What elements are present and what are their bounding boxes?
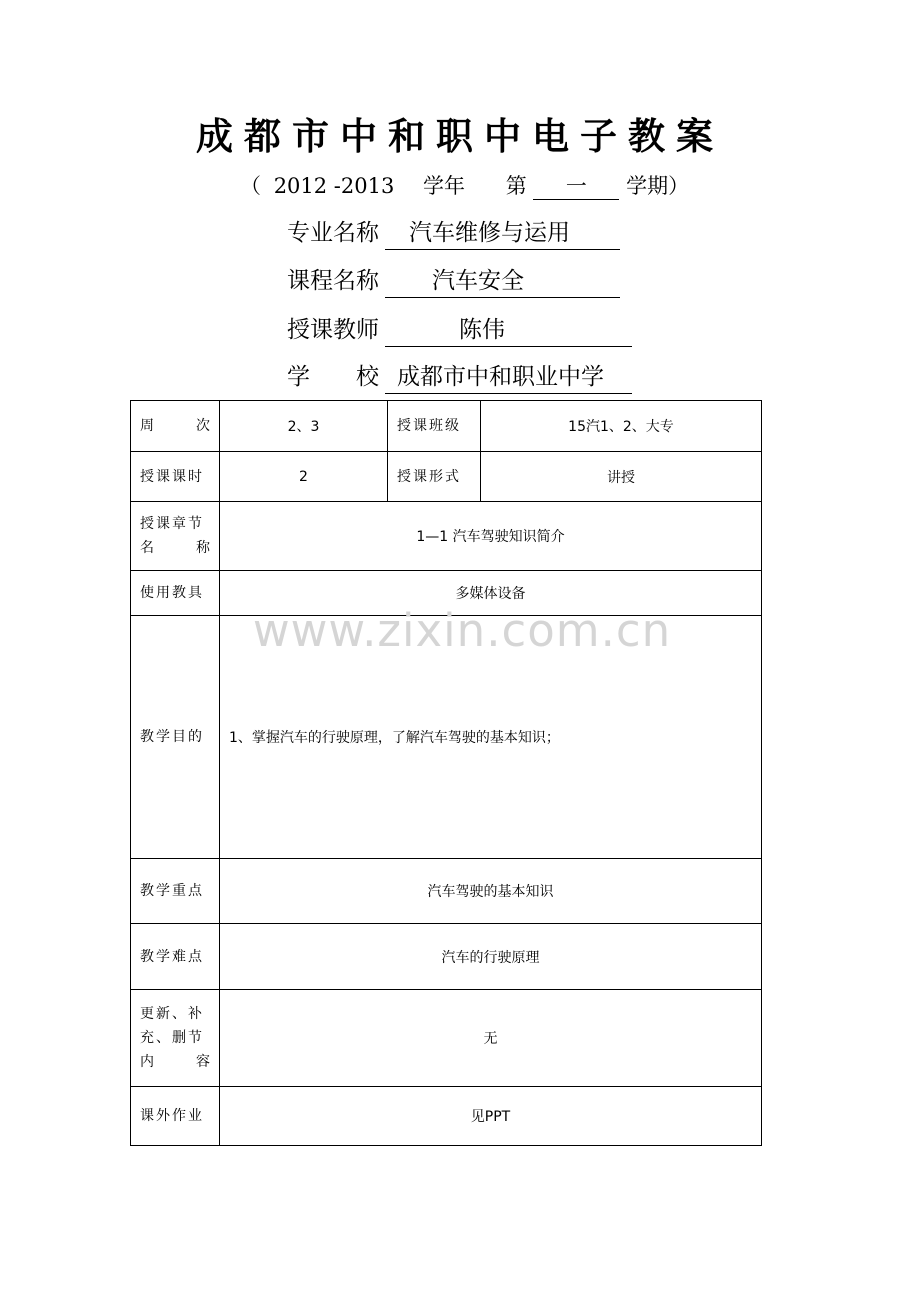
chapter-label-2b: 称	[196, 540, 212, 556]
week-label: 周	[140, 418, 156, 434]
key-value: 汽车驾驶的基本知识	[220, 859, 762, 924]
document-title: 成都市中和职中电子教案	[196, 115, 724, 158]
info-school-label: 学 校	[287, 364, 379, 390]
info-teacher	[287, 312, 632, 352]
term-years: 2012 -2013	[273, 174, 395, 198]
info-course	[287, 263, 620, 303]
info-course-label: 课程名称	[287, 268, 379, 294]
update-label-3b: 容	[196, 1054, 212, 1070]
week-label-2: 次	[196, 418, 212, 434]
term-semester-word: 学期）	[626, 174, 690, 198]
goal-label: 教学目的	[131, 616, 220, 859]
chapter-label-cell	[131, 502, 220, 571]
info-teacher-label: 授课教师	[287, 317, 379, 343]
update-label-2: 充、删节	[140, 1030, 204, 1046]
table-row	[131, 990, 762, 1087]
chapter-value: 1—1 汽车驾驶知识简介	[220, 502, 762, 571]
info-major	[287, 215, 620, 255]
week-value: 2、3	[220, 401, 388, 452]
update-label-3a: 内	[140, 1054, 156, 1070]
class-label: 授课班级	[388, 401, 481, 452]
homework-label: 课外作业	[131, 1087, 220, 1146]
term-year-word: 学年	[423, 174, 466, 198]
info-school-value: 成都市中和职业中学	[385, 361, 632, 394]
info-major-value: 汽车维修与运用	[385, 217, 620, 250]
chapter-label-2a: 名	[140, 540, 156, 556]
form-value: 讲授	[481, 452, 762, 502]
term-open-paren: （	[240, 174, 261, 198]
table-row	[131, 571, 762, 616]
term-ordinal-prefix: 第	[505, 174, 527, 198]
term-semester: 一	[533, 173, 619, 200]
info-teacher-value: 陈伟	[385, 314, 632, 347]
watermark: www.zixin.com.cn	[252, 604, 672, 657]
tools-value: 多媒体设备	[220, 571, 762, 616]
form-label: 授课形式	[388, 452, 481, 502]
homework-value: 见PPT	[220, 1087, 762, 1146]
table-row	[131, 401, 762, 452]
table-row	[131, 502, 762, 571]
term-line	[240, 170, 689, 202]
update-value: 无	[220, 990, 762, 1087]
update-label-1: 更新、补	[140, 1006, 204, 1022]
chapter-label-1: 授课章节	[140, 516, 204, 532]
key-label: 教学重点	[131, 859, 220, 924]
difficulty-label: 教学难点	[131, 924, 220, 990]
update-label-cell	[131, 990, 220, 1087]
info-major-label: 专业名称	[287, 220, 379, 246]
table-row	[131, 924, 762, 990]
table-row	[131, 859, 762, 924]
difficulty-value: 汽车的行驶原理	[220, 924, 762, 990]
hours-value: 2	[220, 452, 388, 502]
table-row	[131, 452, 762, 502]
lesson-table	[130, 400, 762, 1146]
goal-value: 1、掌握汽车的行驶原理，了解汽车驾驶的基本知识；	[220, 616, 762, 859]
info-school	[287, 359, 632, 399]
week-label-cell	[131, 401, 220, 452]
hours-label: 授课课时	[131, 452, 220, 502]
class-value: 15汽1、2、大专	[481, 401, 762, 452]
tools-label: 使用教具	[131, 571, 220, 616]
info-course-value: 汽车安全	[385, 265, 620, 298]
table-row	[131, 616, 762, 859]
table-row	[131, 1087, 762, 1146]
